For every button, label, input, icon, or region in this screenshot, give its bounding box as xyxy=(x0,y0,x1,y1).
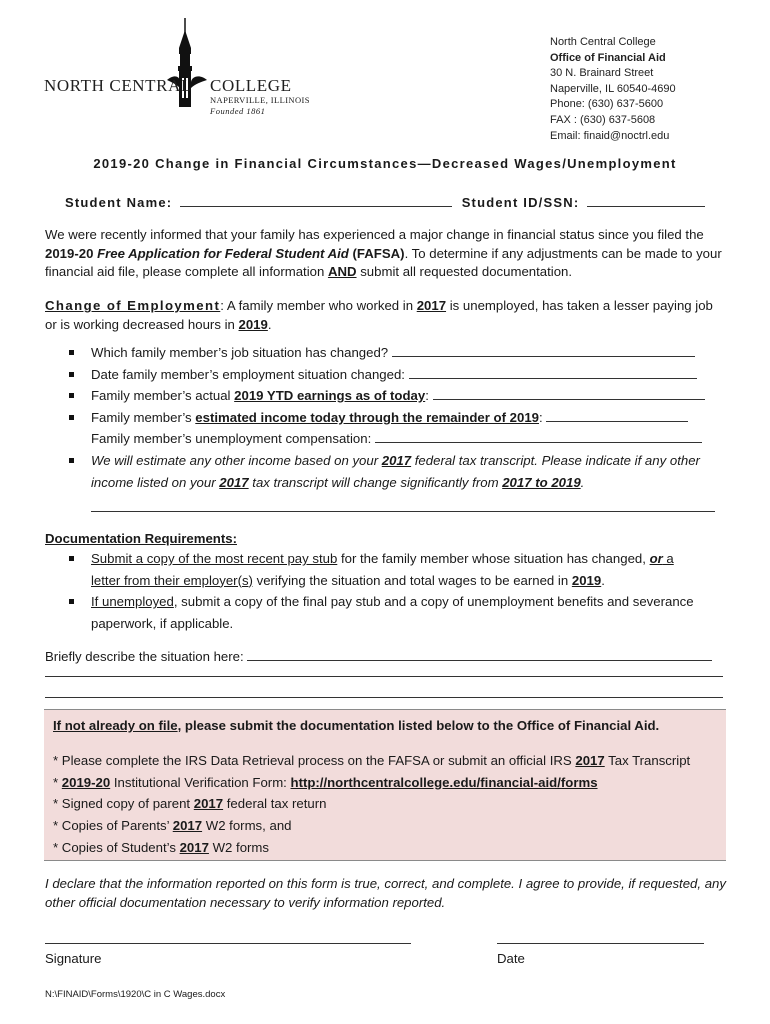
intro-fafsa-abbr: (FAFSA) xyxy=(348,245,405,261)
question-text: Which family member’s job situation has changed? xyxy=(91,345,389,360)
intro-year: 2019-20 xyxy=(45,245,98,261)
intro-paragraph xyxy=(45,226,725,282)
change-date-field[interactable] xyxy=(409,366,697,379)
question-text: Date family member’s employment situation changed: xyxy=(91,366,405,382)
question-emphasis: 2019 YTD earnings as of today xyxy=(234,388,426,404)
doc-text: letter from their employer(s) xyxy=(91,572,253,588)
situation-line-3[interactable] xyxy=(45,697,723,698)
intro-text-2: . To determine if any adjustments can be made to your financial aid file, please complete all information xyxy=(45,245,722,279)
bullet-icon xyxy=(69,415,74,420)
list-item xyxy=(45,385,725,407)
list-item xyxy=(45,342,725,364)
question-emphasis: estimated income today through the remainder of 2019 xyxy=(195,409,539,425)
list-item xyxy=(45,407,725,429)
employment-year-2: 2019 xyxy=(238,316,268,332)
doc-text: Submit a copy of the most recent pay stub xyxy=(91,551,338,566)
employment-text-3: . xyxy=(267,316,272,332)
box-heading-emphasis: If not already on file xyxy=(53,718,178,733)
doc-text: . xyxy=(601,572,605,588)
bullet-icon xyxy=(69,350,74,355)
contact-email: Email: finaid@noctrl.edu xyxy=(550,129,670,142)
signature-label: Signature xyxy=(45,951,102,966)
box-text: Tax Transcript xyxy=(604,753,691,768)
box-text: * xyxy=(53,774,62,790)
box-year: 2019-20 xyxy=(61,774,111,790)
unemployment-comp-field[interactable] xyxy=(375,430,702,443)
logo-location: NAPERVILLE, ILLINOIS xyxy=(210,95,310,105)
box-year: 2017 xyxy=(575,753,605,768)
bullet-icon xyxy=(69,556,74,561)
question-text: Family member’s xyxy=(91,409,196,425)
contact-fax: FAX : (630) 637-5608 xyxy=(550,113,656,126)
box-text: federal tax return xyxy=(223,796,327,812)
question-text: : xyxy=(425,388,429,404)
doc-text: a xyxy=(662,551,674,566)
question-text: Family member’s actual xyxy=(91,388,235,404)
box-text: * Copies of Student’s xyxy=(53,839,180,855)
ytd-earnings-field[interactable] xyxy=(433,387,705,400)
intro-fafsa-name: Free Application for Federal Student Aid xyxy=(97,245,349,261)
doc-or: or xyxy=(649,551,663,566)
declaration: I declare that the information reported on this form is true, correct, and complete. I agree to provide, if requested, any other official documentation necessary to verify information reported. xyxy=(45,876,726,910)
student-name-field[interactable] xyxy=(180,194,452,207)
date-field[interactable] xyxy=(497,943,704,944)
situation-line-2[interactable] xyxy=(45,676,723,677)
question-year: 2017 xyxy=(381,452,412,468)
question-year: 2017 xyxy=(219,474,249,490)
contact-city: Naperville, IL 60540-4690 xyxy=(550,82,676,95)
box-text: * Please complete the IRS Data Retrieval process on the FAFSA or submit an official IRS xyxy=(53,753,576,768)
box-text: Institutional Verification Form: xyxy=(110,774,291,790)
list-item xyxy=(53,815,690,837)
employment-text: : A family member who worked in xyxy=(220,298,417,313)
situation-row xyxy=(45,648,725,664)
date-label: Date xyxy=(497,951,525,966)
list-item xyxy=(45,364,725,386)
doc-text: verifying the situation and total wages to be earned in xyxy=(252,572,572,588)
list-item xyxy=(45,548,725,591)
intro-and: AND xyxy=(327,264,357,279)
box-text: W2 forms, and xyxy=(202,818,292,834)
documentation-heading: Documentation Requirements: xyxy=(45,531,237,546)
bullet-icon xyxy=(69,393,74,398)
box-text: W2 forms xyxy=(208,839,270,855)
list-item xyxy=(53,793,690,815)
question-text: : xyxy=(538,409,543,425)
box-text: * Signed copy of parent xyxy=(53,796,194,812)
contact-office: Office of Financial Aid xyxy=(550,51,666,64)
employment-year-1: 2017 xyxy=(416,298,447,313)
estimated-income-field[interactable] xyxy=(546,409,688,422)
list-item xyxy=(45,428,725,450)
job-change-field[interactable] xyxy=(392,344,695,357)
list-item xyxy=(45,450,725,493)
contact-phone: Phone: (630) 637-5600 xyxy=(550,98,664,111)
other-income-field[interactable] xyxy=(91,499,715,512)
logo-name-left: NORTH CENTRAL xyxy=(44,76,192,95)
contact-block xyxy=(550,35,676,144)
question-year-range: 2017 to 2019 xyxy=(502,474,581,490)
question-text: We will estimate any other income based on your xyxy=(91,452,382,468)
logo-founded: Founded 1861 xyxy=(210,106,266,116)
documentation-list xyxy=(45,548,725,634)
contact-college: North Central College xyxy=(550,36,656,48)
signature-field[interactable] xyxy=(45,943,411,944)
doc-text: , submit a copy of the final pay stub and a copy of unemployment benefits and severance paperwork, if applicable. xyxy=(91,594,694,631)
situation-label: Briefly describe the situation here: xyxy=(45,649,244,664)
box-items xyxy=(53,750,690,859)
bullet-icon xyxy=(69,458,74,463)
college-logo xyxy=(44,18,314,128)
box-heading xyxy=(53,718,659,733)
question-text: . xyxy=(580,474,585,490)
employment-paragraph xyxy=(45,297,725,334)
bullet-icon xyxy=(69,372,74,377)
box-heading-text: , please submit the documentation listed below to the Office of Financial Aid. xyxy=(177,718,660,733)
question-list xyxy=(45,342,725,493)
employment-heading: Change of Employment xyxy=(45,298,221,313)
list-item xyxy=(53,772,690,794)
intro-text: We were recently informed that your family has experienced a major change in financial status since you filed the xyxy=(45,227,704,242)
file-path: N:\FINAID\Forms\1920\C in C Wages.docx xyxy=(45,989,226,1000)
box-year: 2017 xyxy=(193,796,224,812)
student-id-field[interactable] xyxy=(587,194,705,207)
forms-link[interactable]: http://northcentralcollege.edu/financial-aid/forms xyxy=(290,774,598,790)
contact-street: 30 N. Brainard Street xyxy=(550,67,654,80)
employment-text-2: is unemployed, has taken a lesser paying job or is working decreased hours in xyxy=(45,298,713,332)
doc-text: If unemployed xyxy=(91,594,174,610)
list-item xyxy=(53,837,690,859)
logo-name-right: COLLEGE xyxy=(210,76,292,95)
situation-field[interactable] xyxy=(247,648,712,661)
student-id-label: Student ID/SSN: xyxy=(461,195,580,210)
question-text: tax transcript will change significantly from xyxy=(248,474,503,490)
bullet-icon xyxy=(69,599,74,604)
list-item xyxy=(45,591,725,634)
box-year: 2017 xyxy=(179,839,209,855)
documentation-box xyxy=(44,709,726,861)
student-name-label: Student Name: xyxy=(65,195,173,210)
intro-text-3: submit all requested documentation. xyxy=(356,264,573,279)
doc-year: 2019 xyxy=(571,572,602,588)
student-fields xyxy=(65,194,715,210)
list-item xyxy=(53,750,690,772)
question-text: federal tax transcript. Please indicate if any other income listed on your xyxy=(91,452,700,490)
question-text: Family member’s unemployment compensation: xyxy=(91,431,372,447)
doc-text: for the family member whose situation has changed, xyxy=(337,551,650,566)
box-text: * Copies of Parents’ xyxy=(53,818,173,834)
form-title: 2019-20 Change in Financial Circumstances—Decreased Wages/Unemployment xyxy=(93,156,677,171)
box-year: 2017 xyxy=(172,818,203,834)
